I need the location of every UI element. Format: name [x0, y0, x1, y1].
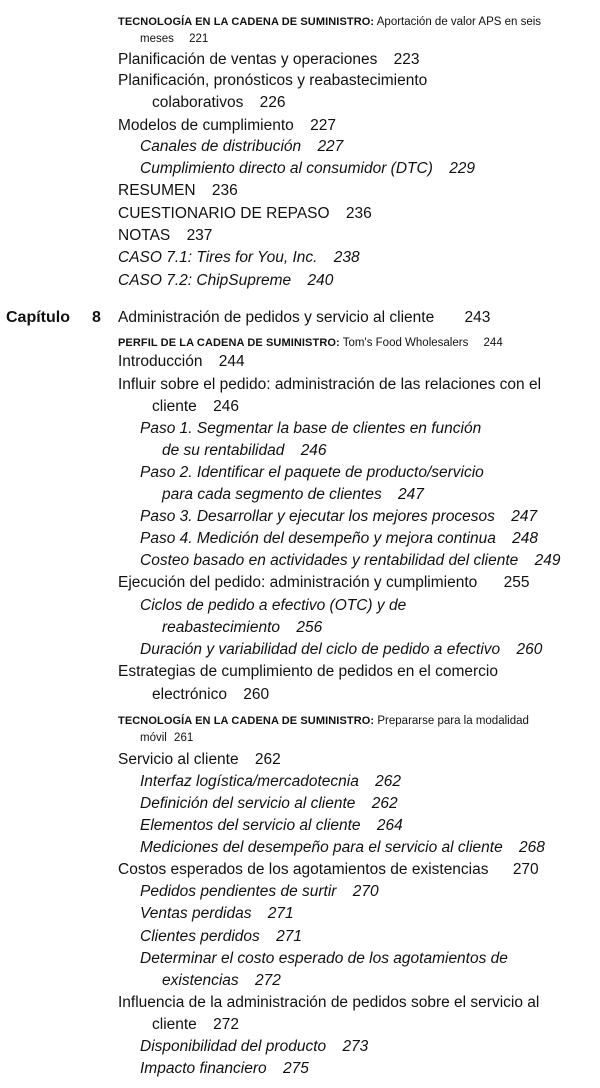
toc-entry-title: para cada segmento de clientes — [162, 486, 382, 503]
toc-entry-title: móvil — [140, 732, 167, 744]
toc-subentry-cont — [162, 485, 424, 505]
page-number: 246 — [213, 398, 239, 415]
page-number: 244 — [218, 353, 245, 370]
page-number: 244 — [483, 337, 503, 349]
toc-entry-title: Paso 1. Segmentar la base de clientes en función — [140, 420, 482, 437]
toc-entry — [118, 573, 529, 593]
toc-entry-title: Influencia de la administración de pedidos sobre el servicio al — [118, 994, 540, 1011]
page-number: 249 — [534, 552, 561, 569]
page-number: 246 — [300, 442, 327, 459]
page-number: 262 — [371, 795, 398, 812]
toc-subentry — [140, 772, 401, 792]
toc-entry-title: de su rentabilidad — [162, 442, 285, 459]
toc-entry-title: Tom's Food Wholesalers — [342, 337, 469, 349]
toc-entry — [118, 750, 281, 770]
toc-subentry — [140, 904, 294, 924]
toc-subentry-cont — [162, 441, 327, 461]
page-number: 272 — [213, 1016, 239, 1033]
toc-subentry-cont — [162, 618, 322, 638]
page-number: 236 — [211, 182, 238, 199]
page-number: 264 — [376, 817, 403, 834]
toc-entry-title: Planificación de ventas y operaciones — [118, 51, 378, 68]
toc-entry-feature-aps-cont — [140, 29, 208, 49]
toc-entry-title: Ejecución del pedido: administración y cumplimiento — [118, 574, 478, 591]
toc-entry-title: Pedidos pendientes de surtir — [140, 883, 337, 900]
page-number: 256 — [296, 619, 323, 636]
toc-entry-cont — [152, 1015, 239, 1035]
page-number: 273 — [342, 1038, 369, 1055]
page-number: 247 — [511, 508, 538, 525]
toc-subentry — [140, 551, 560, 571]
toc-entry-cont — [152, 93, 286, 113]
toc-entry — [118, 352, 245, 372]
page-number: 237 — [186, 227, 213, 244]
toc-subentry — [140, 529, 538, 549]
toc-subentry — [140, 159, 475, 179]
toc-subentry — [140, 1037, 368, 1057]
page-number: 240 — [307, 272, 334, 289]
toc-entry-title: Interfaz logística/mercadotecnia — [140, 773, 359, 790]
toc-entry-cont — [152, 685, 269, 705]
page-number: 271 — [267, 905, 294, 922]
toc-entry-title: NOTAS — [118, 227, 171, 244]
toc-entry-feature-mobile-cont — [140, 728, 193, 748]
toc-entry-title: Clientes perdidos — [140, 928, 260, 945]
toc-subentry — [140, 816, 403, 836]
toc-entry-title: Administración de pedidos y servicio al cliente — [118, 309, 435, 326]
toc-subentry — [140, 838, 545, 858]
page-number: 247 — [398, 486, 424, 503]
toc-subentry — [140, 596, 406, 616]
toc-entry — [118, 116, 336, 136]
toc-entry-title: Impacto financiero — [140, 1060, 267, 1077]
toc-entry-title: Paso 3. Desarrollar y ejecutar los mejores procesos — [140, 508, 495, 525]
page-number: 227 — [310, 117, 336, 134]
toc-subentry — [140, 137, 343, 157]
toc-entry-title: Mediciones del desempeño para el servicio al cliente — [140, 839, 503, 856]
toc-entry-title: Costeo basado en actividades y rentabilidad del cliente — [140, 552, 519, 569]
toc-entry-review — [118, 204, 372, 224]
page-number: 268 — [519, 839, 545, 856]
page-number: 261 — [174, 732, 194, 744]
toc-entry-title: RESUMEN — [118, 182, 196, 199]
page-number: 262 — [375, 773, 402, 790]
page-number: 221 — [189, 33, 209, 45]
toc-entry — [118, 993, 539, 1013]
toc-entry — [118, 375, 541, 395]
toc-entry-title: CASO 7.2: ChipSupreme — [118, 272, 292, 289]
toc-subentry — [140, 927, 302, 947]
page-number: 260 — [516, 641, 543, 658]
toc-entry-title: Cumplimiento directo al consumidor (DTC) — [140, 160, 433, 177]
toc-subentry — [140, 419, 481, 439]
toc-entry-title: Planificación, pronósticos y reabastecimiento — [118, 72, 428, 89]
page-number: 243 — [464, 309, 491, 326]
toc-entry-title: Disponibilidad del producto — [140, 1038, 327, 1055]
toc-entry-notes — [118, 226, 212, 246]
toc-entry-title: cliente — [152, 1016, 197, 1033]
toc-subentry — [140, 640, 542, 660]
page-number: 260 — [243, 686, 270, 703]
page-number: 229 — [449, 160, 476, 177]
toc-entry-title: CUESTIONARIO DE REPASO — [118, 205, 330, 222]
page-number: 236 — [345, 205, 372, 222]
page-number: 226 — [259, 94, 286, 111]
toc-entry-title: Definición del servicio al cliente — [140, 795, 356, 812]
toc-entry-title: reabastecimiento — [162, 619, 281, 636]
page-number: 270 — [512, 861, 539, 878]
toc-entry-title: Determinar el costo esperado de los agotamientos de — [140, 950, 508, 967]
toc-subentry — [140, 463, 484, 483]
toc-entry-title: Aportación de valor APS en seis — [376, 16, 542, 28]
toc-entry-case — [118, 271, 333, 291]
chapter-number: 8 — [92, 309, 101, 326]
page-number: 255 — [503, 574, 530, 591]
toc-entry — [118, 860, 539, 880]
toc-entry-title: Ventas perdidas — [140, 905, 252, 922]
page-number: 275 — [282, 1060, 309, 1077]
page-number: 238 — [333, 249, 360, 266]
toc-entry-cont — [152, 397, 239, 417]
page-number: 262 — [254, 751, 281, 768]
toc-subentry — [140, 794, 398, 814]
toc-entry-title: Canales de distribución — [140, 138, 302, 155]
toc-entry-title: Estrategias de cumplimiento de pedidos en el comercio — [118, 663, 498, 680]
toc-entry-title: Servicio al cliente — [118, 751, 239, 768]
toc-entry-title: Paso 4. Medición del desempeño y mejora continua — [140, 530, 496, 547]
chapter-label: Capítulo — [6, 309, 70, 326]
toc-entry — [118, 71, 427, 91]
toc-entry-title: Introducción — [118, 353, 203, 370]
toc-entry-summary — [118, 181, 238, 201]
page-number: 270 — [352, 883, 379, 900]
toc-entry — [118, 50, 420, 70]
toc-entry-feature-profile — [118, 333, 503, 353]
toc-entry-title: existencias — [162, 972, 239, 989]
toc-entry-title: Paso 2. Identificar el paquete de producto/servicio — [140, 464, 484, 481]
page-number: 272 — [255, 972, 281, 989]
toc-entry-title: Elementos del servicio al cliente — [140, 817, 361, 834]
toc-entry-title: CASO 7.1: Tires for You, Inc. — [118, 249, 318, 266]
toc-entry — [118, 662, 498, 682]
feature-tag: TECNOLOGÍA EN LA CADENA DE SUMINISTRO: — [118, 16, 375, 28]
toc-subentry — [140, 1059, 309, 1079]
toc-subentry-cont — [162, 971, 281, 991]
toc-entry-title: Influir sobre el pedido: administración de las relaciones con el — [118, 376, 542, 393]
toc-entry-title: Duración y variabilidad del ciclo de pedido a efectivo — [140, 641, 501, 658]
feature-tag: TECNOLOGÍA EN LA CADENA DE SUMINISTRO: — [118, 715, 375, 727]
toc-entry-title: cliente — [152, 398, 197, 415]
toc-entry-title: Costos esperados de los agotamientos de existencias — [118, 861, 489, 878]
toc-subentry — [140, 949, 508, 969]
toc-entry-case — [118, 248, 360, 268]
page-number: 248 — [512, 530, 539, 547]
chapter-title — [118, 308, 490, 328]
toc-entry-title: meses — [140, 33, 174, 45]
page-number: 223 — [393, 51, 420, 68]
toc-subentry — [140, 882, 379, 902]
page-number: 271 — [276, 928, 302, 945]
toc-entry-title: Modelos de cumplimiento — [118, 117, 294, 134]
toc-entry-title: colaborativos — [152, 94, 244, 111]
feature-tag: PERFIL DE LA CADENA DE SUMINISTRO: — [118, 337, 340, 349]
page-number: 227 — [317, 138, 344, 155]
toc-entry-title: electrónico — [152, 686, 227, 703]
toc-entry-title: Ciclos de pedido a efectivo (OTC) y de — [140, 597, 407, 614]
toc-entry-title: Prepararse para la modalidad — [377, 715, 529, 727]
toc-subentry — [140, 507, 537, 527]
